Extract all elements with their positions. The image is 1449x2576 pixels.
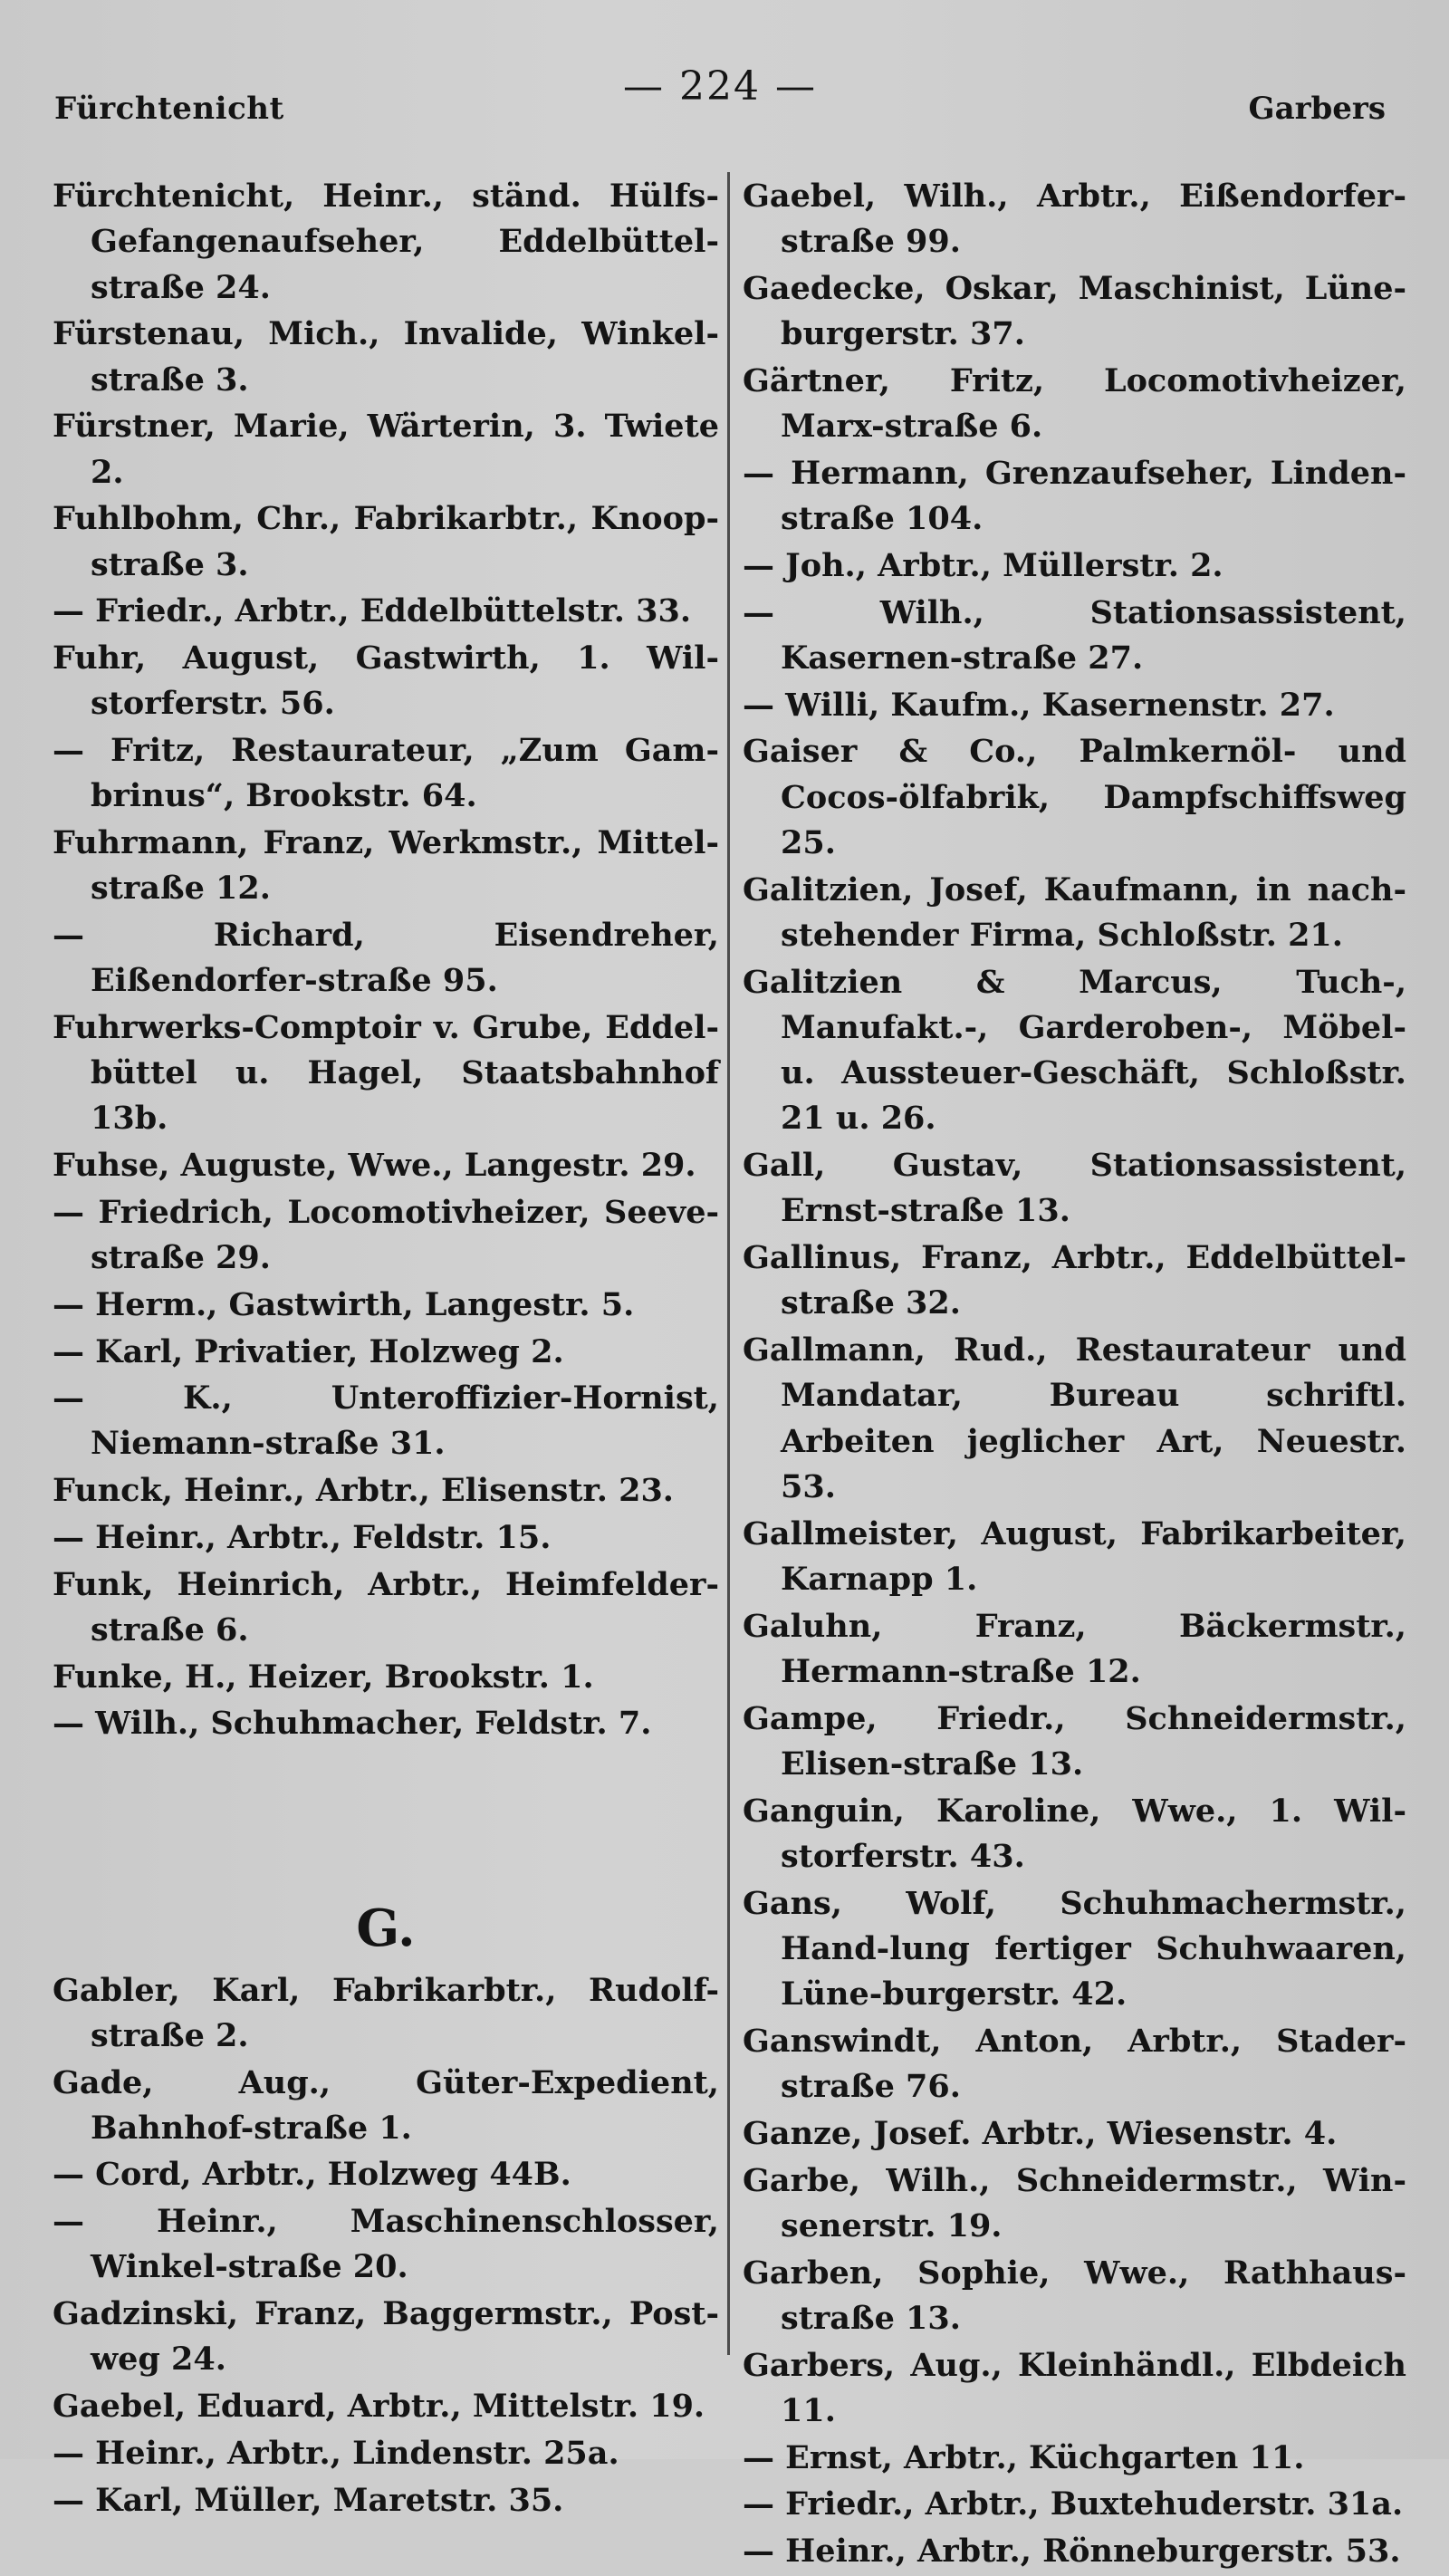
directory-entry: — Karl, Müller, Maretstr. 35. bbox=[53, 2481, 564, 2519]
directory-entry: — Willi, Kaufm., Kasernenstr. 27. bbox=[743, 686, 1335, 724]
directory-entry: Fuhlbohm, Chr., Fabrikarbtr., Knoop-straße 3. bbox=[53, 500, 719, 583]
directory-entry: — Friedr., Arbtr., Eddelbüttelstr. 33. bbox=[53, 592, 692, 630]
page-header bbox=[54, 63, 1386, 127]
directory-entry: Ganswindt, Anton, Arbtr., Stader-straße 76. bbox=[743, 2022, 1406, 2106]
right-column bbox=[743, 174, 1406, 2576]
directory-entry: Funck, Heinr., Arbtr., Elisenstr. 23. bbox=[53, 1472, 674, 1510]
left-entries bbox=[53, 174, 719, 1747]
left-column bbox=[53, 174, 719, 2524]
directory-entry: — Ernst, Arbtr., Küchgarten 11. bbox=[743, 2438, 1305, 2476]
directory-entry: — Friedr., Arbtr., Buxtehuderstr. 31a. bbox=[743, 2485, 1404, 2523]
column-divider bbox=[727, 172, 730, 2355]
directory-entry: Gärtner, Fritz, Locomotivheizer, Marx-straße 6. bbox=[743, 361, 1406, 446]
directory-entry: — K., Unteroffizier-Hornist, Niemann-straße 31. bbox=[53, 1379, 719, 1463]
directory-entry: — Wilh., Schuhmacher, Feldstr. 7. bbox=[53, 1705, 652, 1743]
directory-entry: Garbe, Wilh., Schneidermstr., Win-senerstr. 19. bbox=[743, 2161, 1406, 2244]
directory-entry: Fürstenau, Mich., Invalide, Winkel-straße 3. bbox=[53, 315, 719, 399]
directory-entry: — Heinr., Maschinenschlosser, Winkel-straße 20. bbox=[53, 2203, 719, 2286]
directory-entry: — Heinr., Arbtr., Lindenstr. 25a. bbox=[53, 2434, 619, 2472]
directory-entry: Fuhr, August, Gastwirth, 1. Wil-storferstr. 56. bbox=[53, 639, 719, 723]
directory-entry: Gaiser & Co., Palmkernöl- und Cocos-ölfabrik, Dampfschiffsweg 25. bbox=[743, 733, 1406, 861]
directory-entry: Gade, Aug., Güter-Expedient, Bahnhof-straße 1. bbox=[53, 2063, 719, 2147]
directory-entry: — Hermann, Grenzaufseher, Linden-straße 104. bbox=[743, 454, 1406, 538]
directory-entry: Gampe, Friedr., Schneidermstr., Elisen-straße 13. bbox=[743, 1699, 1406, 1783]
directory-entry: Gallmann, Rud., Restaurateur und Mandatar, Bureau schriftl. Arbeiten jeglicher Art, Neuestr. 53. bbox=[743, 1331, 1406, 1505]
directory-entry: Fuhrwerks-Comptoir v. Grube, Eddel-büttel u. Hagel, Staatsbahnhof 13b. bbox=[53, 1008, 719, 1138]
directory-entry: Gans, Wolf, Schuhmachermstr., Hand-lung fertiger Schuhwaaren, Lüne-burgerstr. 42. bbox=[743, 1884, 1406, 2014]
directory-entry: Galuhn, Franz, Bäckermstr., Hermann-straße 12. bbox=[743, 1607, 1406, 1690]
directory-entry: Ganguin, Karoline, Wwe., 1. Wil-storferstr. 43. bbox=[743, 1792, 1406, 1875]
directory-entry: Gaedecke, Oskar, Maschinist, Lüne-burgerstr. 37. bbox=[743, 269, 1406, 353]
directory-entry: Fuhse, Auguste, Wwe., Langestr. 29. bbox=[53, 1147, 696, 1185]
directory-entry: — Cord, Arbtr., Holzweg 44B. bbox=[53, 2156, 571, 2194]
directory-entry: — Fritz, Restaurateur, „Zum Gam-brinus“, Brookstr. 64. bbox=[53, 731, 719, 815]
section-heading-g: G. bbox=[356, 1898, 416, 1958]
directory-entry: Funke, H., Heizer, Brookstr. 1. bbox=[53, 1658, 594, 1696]
header-right-catchword: Garbers bbox=[1248, 91, 1386, 127]
directory-entry: Fuhrmann, Franz, Werkmstr., Mittel-straße 12. bbox=[53, 823, 719, 908]
directory-entry: — Wilh., Stationsassistent, Kasernen-straße 27. bbox=[743, 593, 1406, 677]
left-entries-g bbox=[53, 1968, 719, 2523]
header-left-catchword: Fürchtenicht bbox=[54, 91, 284, 127]
page-number: — 224 — bbox=[623, 63, 817, 110]
directory-entry: Galitzien & Marcus, Tuch-, Manufakt.-, Garderoben-, Möbel- u. Aussteuer-Geschäft, Schloßstr. 21 u. 26. bbox=[743, 963, 1406, 1138]
directory-entry: Gallinus, Franz, Arbtr., Eddelbüttel-straße 32. bbox=[743, 1239, 1406, 1322]
directory-entry: Gaebel, Eduard, Arbtr., Mittelstr. 19. bbox=[53, 2388, 705, 2426]
directory-entry: Garbers, Aug., Kleinhändl., Elbdeich 11. bbox=[743, 2346, 1406, 2429]
directory-entry: Fürchtenicht, Heinr., ständ. Hülfs-Gefangenaufseher, Eddelbüttel-straße 24. bbox=[53, 178, 719, 306]
directory-entry: Garben, Sophie, Wwe., Rathhaus-straße 13. bbox=[743, 2254, 1406, 2337]
directory-entry: — Heinr., Arbtr., Feldstr. 15. bbox=[53, 1518, 552, 1556]
directory-entry: Gallmeister, August, Fabrikarbeiter, Karnapp 1. bbox=[743, 1514, 1406, 1598]
directory-entry: Funk, Heinrich, Arbtr., Heimfelder-straße 6. bbox=[53, 1565, 719, 1648]
directory-entry: Fürstner, Marie, Wärterin, 3. Twiete 2. bbox=[53, 408, 719, 491]
directory-entry: — Karl, Privatier, Holzweg 2. bbox=[53, 1332, 564, 1370]
directory-entry: Galitzien, Josef, Kaufmann, in nach-stehender Firma, Schloßstr. 21. bbox=[743, 870, 1406, 954]
directory-entry: Gabler, Karl, Fabrikarbtr., Rudolf-straße 2. bbox=[53, 1971, 719, 2054]
directory-entry: — Heinr., Arbtr., Rönneburgerstr. 53. bbox=[743, 2532, 1401, 2570]
directory-entry: Gall, Gustav, Stationsassistent, Ernst-straße 13. bbox=[743, 1147, 1406, 1230]
directory-entry: — Herm., Gastwirth, Langestr. 5. bbox=[53, 1285, 635, 1323]
directory-entry: Gadzinski, Franz, Baggermstr., Post-weg 24. bbox=[53, 2295, 719, 2379]
directory-entry: Ganze, Josef. Arbtr., Wiesenstr. 4. bbox=[743, 2114, 1338, 2152]
directory-entry: — Friedrich, Locomotivheizer, Seeve-straße 29. bbox=[53, 1193, 719, 1277]
directory-entry: — Richard, Eisendreher, Eißendorfer-straße 95. bbox=[53, 916, 719, 1000]
directory-entry: — Joh., Arbtr., Müllerstr. 2. bbox=[743, 546, 1223, 584]
directory-entry: Gaebel, Wilh., Arbtr., Eißendorfer-straße 99. bbox=[743, 178, 1406, 261]
